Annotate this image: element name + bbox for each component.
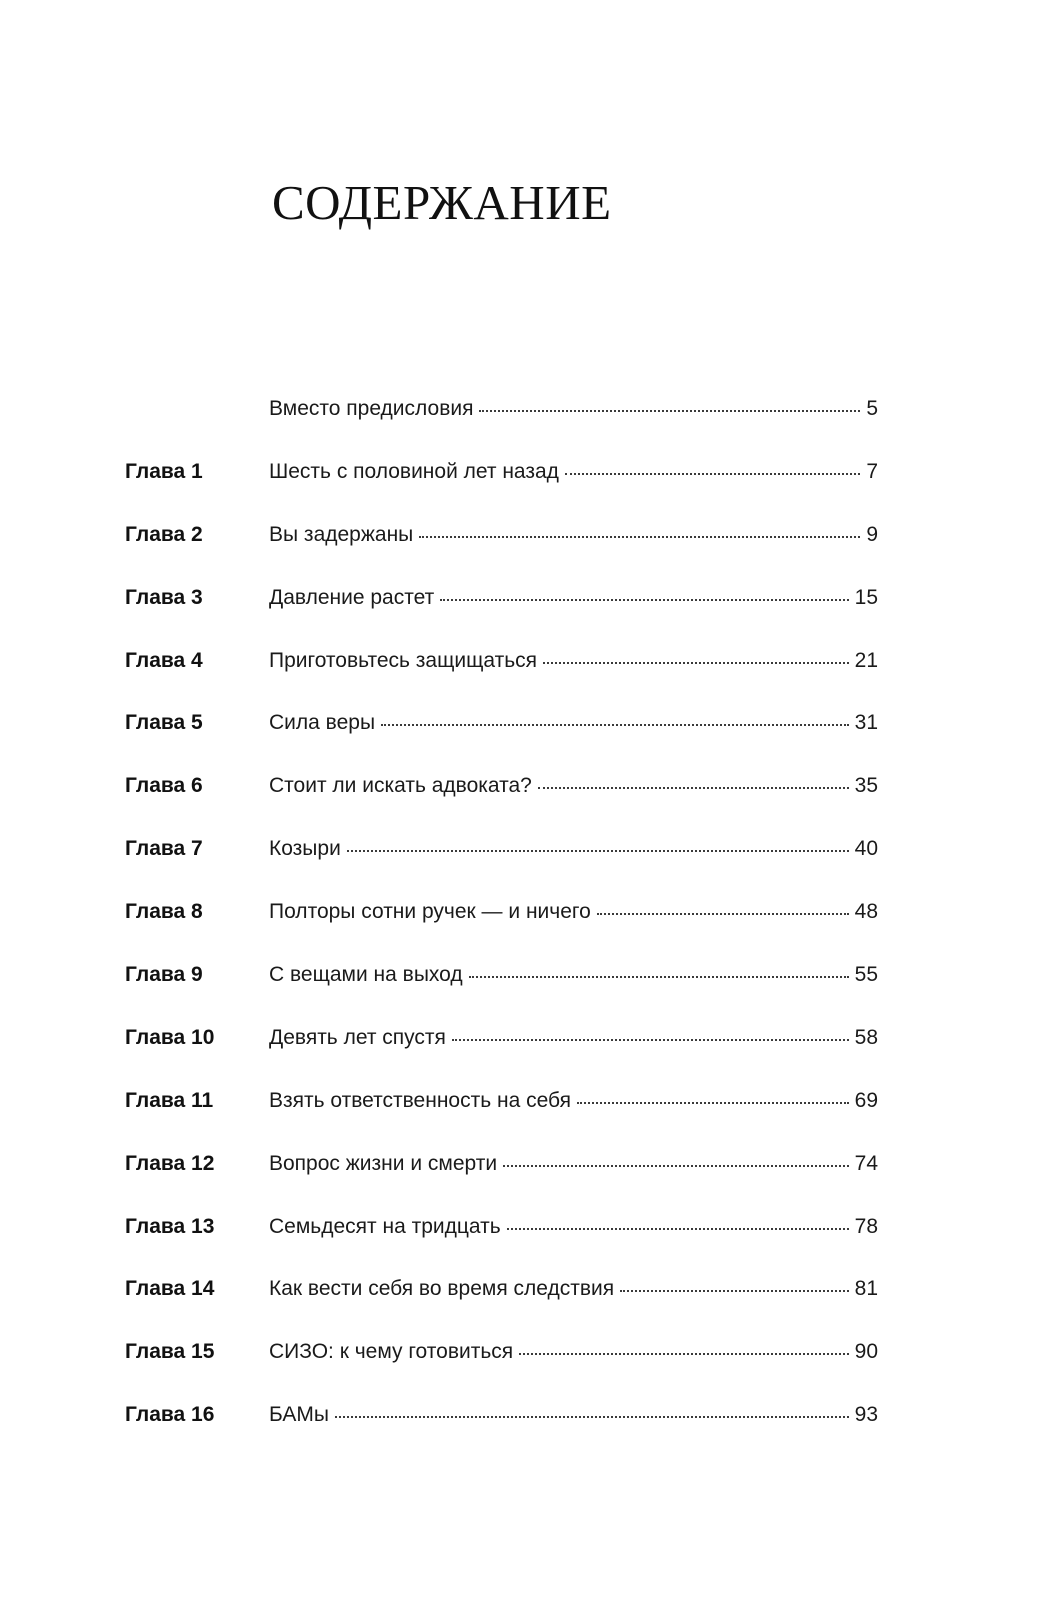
- entry-title: Сила веры: [269, 711, 376, 735]
- toc-entry[interactable]: [0, 710, 1050, 773]
- dot-leader: [565, 469, 860, 475]
- toc-entry[interactable]: [0, 899, 1050, 962]
- entry-title: Девять лет спустя: [269, 1025, 446, 1049]
- toc-entry[interactable]: [0, 836, 1050, 899]
- dot-leader: [440, 595, 848, 601]
- page-number: 93: [854, 1403, 878, 1427]
- entry-title: Семьдесят на тридцать: [269, 1214, 501, 1238]
- chapter-label: Глава 2: [125, 522, 203, 546]
- table-of-contents: [0, 396, 1050, 1465]
- page-number: 9: [866, 522, 878, 546]
- entry-title: СИЗО: к чему готовиться: [269, 1340, 514, 1364]
- toc-entry[interactable]: [0, 1214, 1050, 1277]
- entry: [269, 899, 878, 925]
- entry: [269, 962, 878, 988]
- dot-leader: [347, 846, 849, 852]
- entry: [269, 836, 878, 862]
- page-number: 48: [854, 900, 878, 924]
- toc-entry[interactable]: [0, 1276, 1050, 1339]
- page-number: 90: [854, 1340, 878, 1364]
- dot-leader: [538, 783, 849, 789]
- entry: [269, 1276, 878, 1302]
- dot-leader: [452, 1035, 849, 1041]
- page-number: 55: [854, 963, 878, 987]
- dot-leader: [620, 1286, 849, 1292]
- entry-title: Давление растет: [269, 585, 435, 609]
- chapter-label: Глава 16: [125, 1403, 215, 1427]
- entry: [269, 648, 878, 674]
- page-number: 7: [866, 459, 878, 483]
- chapter-label: Глава 14: [125, 1277, 215, 1301]
- chapter-label: Глава 6: [125, 774, 203, 798]
- chapter-label: Глава 9: [125, 963, 203, 987]
- entry-title: БАМы: [269, 1403, 329, 1427]
- toc-entry[interactable]: [0, 1151, 1050, 1214]
- page-number: 69: [854, 1088, 878, 1112]
- entry-title: Как вести себя во время следствия: [269, 1277, 615, 1301]
- entry: [269, 1402, 878, 1428]
- entry: [269, 459, 878, 485]
- dot-leader: [507, 1224, 849, 1230]
- chapter-label: Глава 11: [125, 1088, 214, 1112]
- toc-entry[interactable]: [0, 522, 1050, 585]
- entry-title: Козыри: [269, 837, 341, 861]
- dot-leader: [597, 909, 849, 915]
- dot-leader: [479, 406, 860, 412]
- dot-leader: [519, 1349, 848, 1355]
- dot-leader: [577, 1098, 849, 1104]
- entry-title: Приготовьтесь защищаться: [269, 648, 538, 672]
- toc-entry[interactable]: [0, 459, 1050, 522]
- entry-title: С вещами на выход: [269, 963, 463, 987]
- dot-leader: [503, 1161, 849, 1167]
- entry: [269, 1151, 878, 1177]
- toc-entry[interactable]: [0, 1025, 1050, 1088]
- entry: [269, 773, 878, 799]
- chapter-label: Глава 4: [125, 648, 203, 672]
- toc-entry[interactable]: [0, 1402, 1050, 1465]
- toc-entry[interactable]: [0, 396, 1050, 459]
- chapter-label: Глава 13: [125, 1214, 215, 1238]
- dot-leader: [381, 720, 849, 726]
- page-number: 58: [854, 1025, 878, 1049]
- chapter-label: Глава 10: [125, 1025, 215, 1049]
- page-number: 15: [854, 585, 878, 609]
- chapter-label: Глава 5: [125, 711, 203, 735]
- chapter-label: Глава 15: [125, 1340, 215, 1364]
- chapter-label: Глава 8: [125, 900, 203, 924]
- toc-entry[interactable]: [0, 585, 1050, 648]
- entry: [269, 522, 878, 548]
- chapter-label: Глава 12: [125, 1151, 215, 1175]
- page-number: 81: [854, 1277, 878, 1301]
- page-title: СОДЕРЖАНИЕ: [272, 175, 612, 230]
- entry: [269, 396, 878, 422]
- dot-leader: [543, 658, 849, 664]
- dot-leader: [469, 972, 849, 978]
- dot-leader: [335, 1412, 849, 1418]
- toc-entry[interactable]: [0, 962, 1050, 1025]
- page-number: 5: [866, 397, 878, 420]
- toc-entry[interactable]: [0, 1088, 1050, 1151]
- page-number: 74: [854, 1151, 878, 1175]
- entry: [269, 1088, 878, 1114]
- page-number: 31: [854, 711, 878, 735]
- chapter-label: Глава 1: [125, 459, 203, 483]
- entry: [269, 585, 878, 611]
- entry: [269, 710, 878, 736]
- page-number: 21: [854, 648, 878, 672]
- page-number: 40: [854, 837, 878, 861]
- page-number: 78: [854, 1214, 878, 1238]
- toc-entry[interactable]: [0, 773, 1050, 836]
- chapter-label: Глава 7: [125, 837, 203, 861]
- dot-leader: [419, 532, 860, 538]
- entry: [269, 1214, 878, 1240]
- entry-title: Взять ответственность на себя: [269, 1088, 571, 1112]
- entry-title: Шесть с половиной лет назад: [269, 459, 559, 483]
- entry-title: Полторы сотни ручек — и ничего: [269, 900, 591, 924]
- entry-title: Вопрос жизни и смерти: [269, 1151, 498, 1175]
- entry-title: Вместо предисловия: [269, 397, 474, 420]
- page-number: 35: [854, 774, 878, 798]
- entry: [269, 1025, 878, 1051]
- toc-entry[interactable]: [0, 1339, 1050, 1402]
- toc-entry[interactable]: [0, 648, 1050, 711]
- chapter-label: Глава 3: [125, 585, 203, 609]
- entry-title: Вы задержаны: [269, 522, 414, 546]
- entry: [269, 1339, 878, 1365]
- entry-title: Стоит ли искать адвоката?: [269, 774, 532, 798]
